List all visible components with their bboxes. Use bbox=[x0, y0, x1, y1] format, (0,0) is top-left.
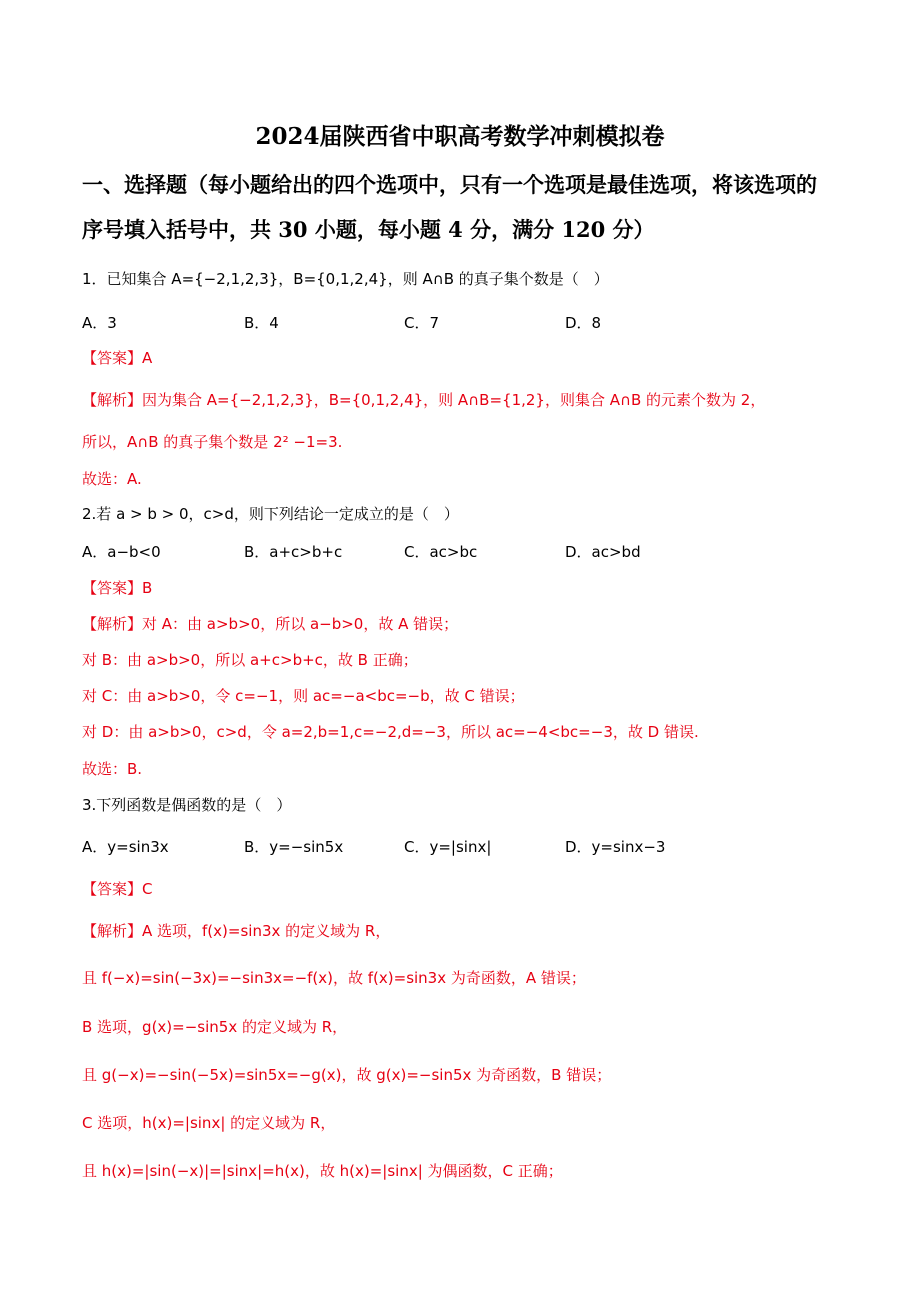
section-heading-line-2: 序号填入括号中，共 30 小题，每小题 4 分，满分 120 分） bbox=[82, 217, 655, 242]
question-1-analysis-line: 【解析】因为集合 A={−2,1,2,3}，B={0,1,2,4}，则 A∩B={1,2}，则集合 A∩B 的元素个数为 2， bbox=[82, 391, 766, 409]
question-1-stem: 1．已知集合 A={−2,1,2,3}，B={0,1,2,4}，则 A∩B 的真子集个数是（ ） bbox=[82, 270, 609, 288]
question-2-conclusion: 故选：B. bbox=[82, 760, 143, 778]
q2-option-b: B．a+c>b+c bbox=[244, 543, 343, 561]
q3-option-a: A．y=sin3x bbox=[82, 838, 169, 856]
q2-option-c: C．ac>bc bbox=[404, 543, 478, 561]
q3-option-b: B．y=−sin5x bbox=[244, 838, 344, 856]
question-2-analysis-line: 对 B：由 a>b>0，所以 a+c>b+c，故 B 正确； bbox=[82, 651, 418, 669]
page-title: 2024届陕西省中职高考数学冲刺模拟卷 bbox=[255, 123, 665, 150]
question-3-analysis-line: 【解析】A 选项，f(x)=sin3x 的定义域为 R， bbox=[82, 922, 391, 940]
question-2-stem: 2.若 a > b > 0，c>d，则下列结论一定成立的是（ ） bbox=[82, 505, 459, 523]
question-1-answer: 【答案】A bbox=[82, 349, 153, 367]
q1-option-c: C．7 bbox=[404, 314, 440, 332]
question-3-analysis-line: C 选项，h(x)=|sinx| 的定义域为 R， bbox=[82, 1114, 336, 1132]
question-3-analysis-line: 且 g(−x)=−sin(−5x)=sin5x=−g(x)，故 g(x)=−sin5x 为奇函数，B 错误； bbox=[82, 1066, 612, 1084]
question-2-analysis-line: 【解析】对 A：由 a>b>0，所以 a−b>0，故 A 错误； bbox=[82, 615, 459, 633]
question-3-stem: 3.下列函数是偶函数的是（ ） bbox=[82, 796, 292, 814]
question-2-answer: 【答案】B bbox=[82, 579, 153, 597]
question-1-conclusion: 故选：A. bbox=[82, 470, 142, 488]
question-1-analysis-line: 所以，A∩B 的真子集个数是 2² −1=3. bbox=[82, 433, 343, 451]
question-3-analysis-line: 且 h(x)=|sin(−x)|=|sinx|=h(x)，故 h(x)=|sinx| 为偶函数，C 正确； bbox=[82, 1162, 563, 1180]
q3-option-c: C．y=|sinx| bbox=[404, 838, 492, 856]
question-3-answer: 【答案】C bbox=[82, 880, 153, 898]
q1-option-a: A．3 bbox=[82, 314, 117, 332]
question-2-analysis-line: 对 D：由 a>b>0，c>d，令 a=2,b=1,c=−2,d=−3，所以 ac=−4<bc=−3，故 D 错误. bbox=[82, 723, 699, 741]
q2-option-a: A．a−b<0 bbox=[82, 543, 161, 561]
q1-option-b: B．4 bbox=[244, 314, 279, 332]
question-2-analysis-line: 对 C：由 a>b>0，令 c=−1，则 ac=−a<bc=−b，故 C 错误； bbox=[82, 687, 525, 705]
q1-option-d: D．8 bbox=[565, 314, 602, 332]
q3-option-d: D．y=sinx−3 bbox=[565, 838, 666, 856]
question-3-analysis-line: 且 f(−x)=sin(−3x)=−sin3x=−f(x)，故 f(x)=sin3x 为奇函数，A 错误； bbox=[82, 969, 586, 987]
section-heading-line-1: 一、选择题（每小题给出的四个选项中，只有一个选项是最佳选项，将该选项的 bbox=[82, 172, 817, 197]
q2-option-d: D．ac>bd bbox=[565, 543, 641, 561]
question-3-analysis-line: B 选项，g(x)=−sin5x 的定义域为 R， bbox=[82, 1018, 348, 1036]
